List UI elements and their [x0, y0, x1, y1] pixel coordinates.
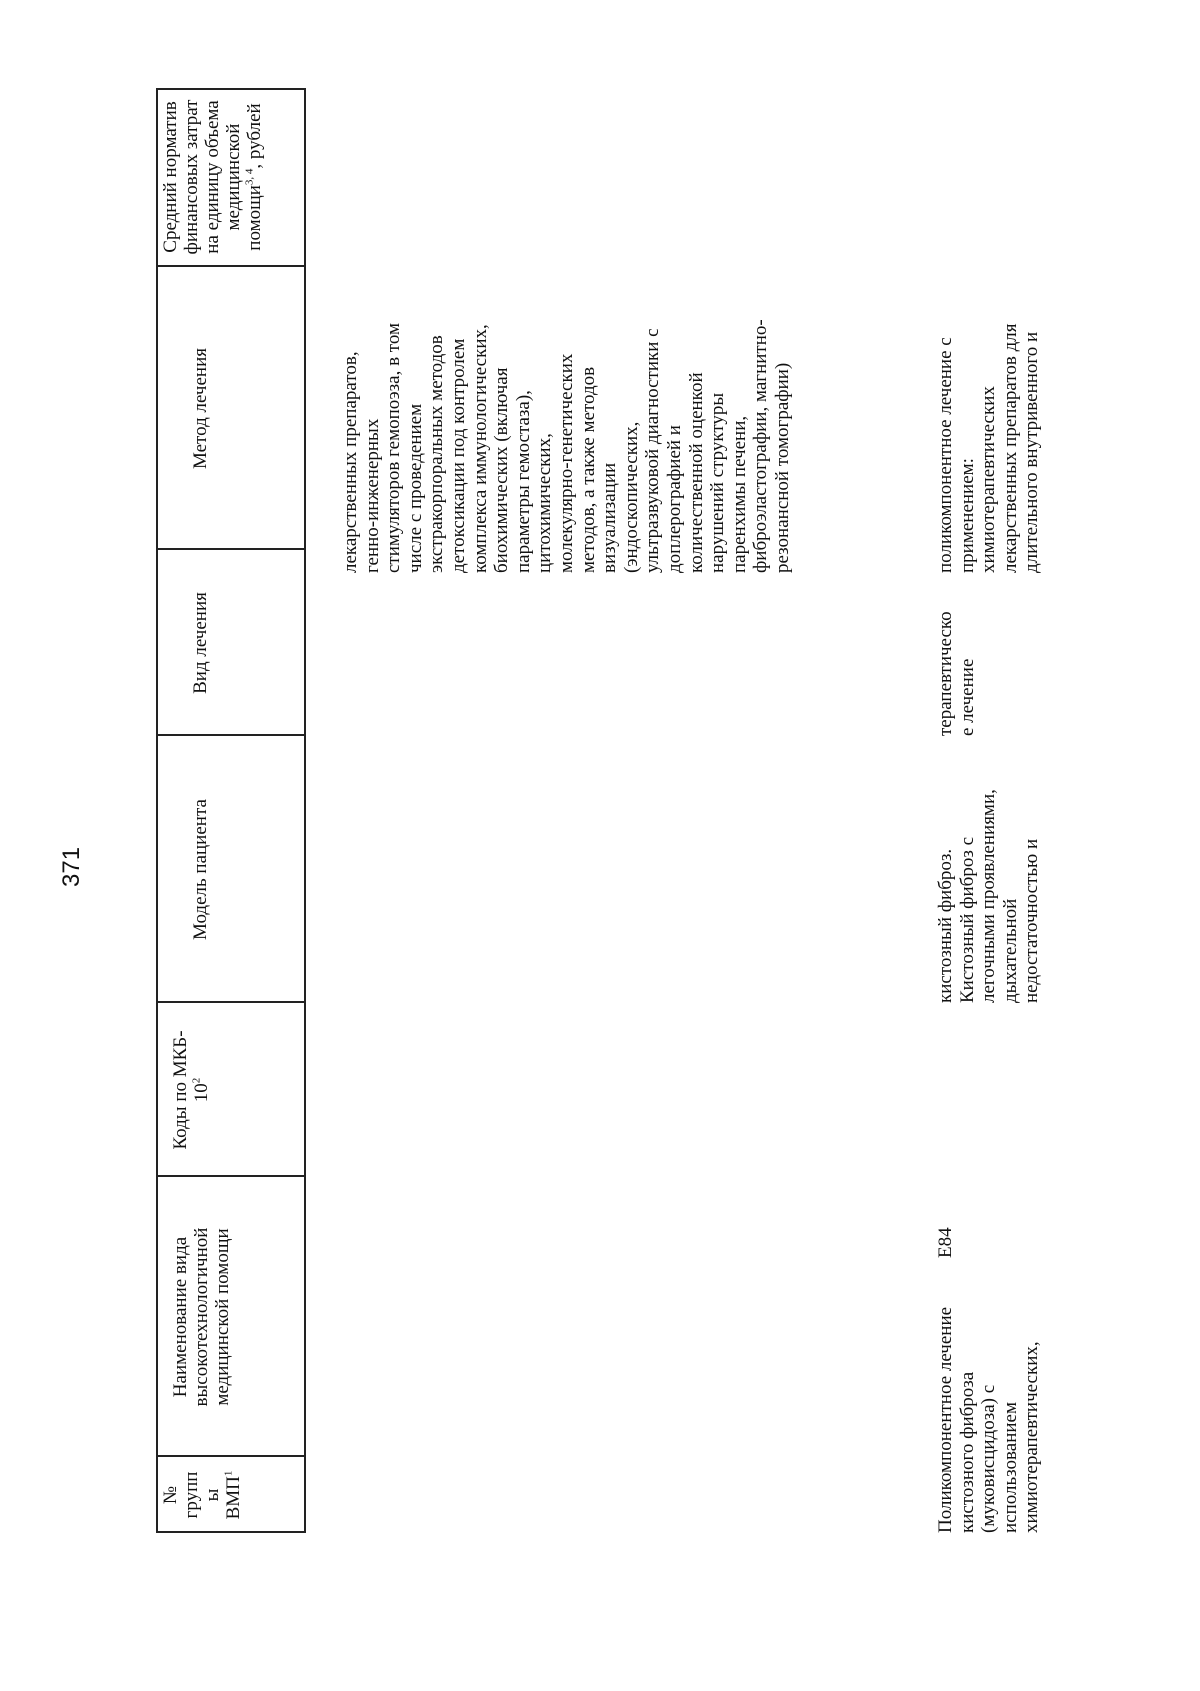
page-number: 371 [58, 846, 85, 887]
column-border [156, 549, 306, 551]
header-treatment-method: Метод лечения [190, 348, 211, 470]
column-border [156, 89, 306, 91]
table-row-continuation-method: лекарственных препаратов, генно-инженерных стимуляторов гемопоэза, в том числе с проведением экстракорпоральных методов детоксикации под контролем комплекса иммунологических, биохимических (включая параметры гемостаза), цитохимических, молекулярно-генетических методов, а также методов визуализации (эндоскопических, ультразвуковой диагностики с доплерографией и количественной оценкой нарушений структуры паренхимы печени, фиброэластографии, магнитно- резонансной томографии) [340, 319, 793, 573]
column-border [156, 1456, 306, 1458]
table-row-vmp-name: Поликомпонентное лечение кистозного фиброза (муковисцидоза) с использованием химиотерапевтических, [935, 1306, 1043, 1533]
header-average-cost: Средний норматив финансовых затрат на единицу объема медицинской помощи$^{3, 4}$, рублей [160, 99, 265, 255]
header-group-number: № групп ы ВМП$^1$ [160, 1470, 244, 1520]
table-row-treatment-type: терапевтическо е лечение [935, 611, 978, 736]
column-border [156, 1002, 306, 1004]
header-vmp-name: Наименование вида высокотехнологичной медицинской помощи [170, 1227, 233, 1407]
column-border [156, 735, 306, 737]
table-row-icd-code: E84 [935, 1227, 956, 1258]
header-treatment-type: Вид лечения [190, 592, 211, 694]
header-patient-model: Модель пациента [190, 799, 211, 940]
table-top-border [156, 88, 158, 1533]
table-row-treatment-method: поликомпонентное лечение с применением: химиотерапевтических лекарственных препаратов для длительного внутривенного и [935, 323, 1043, 573]
table-row-patient-model: кистозный фиброз. Кистозный фиброз с легочными проявлениями, дыхательной недостаточностью и [935, 789, 1043, 1003]
column-border [156, 1176, 306, 1178]
column-border [156, 1532, 306, 1534]
column-border [156, 266, 306, 268]
header-icd-codes: Коды по МКБ- $10^2$ [170, 1030, 212, 1150]
table-header-bottom-border [304, 88, 306, 1533]
